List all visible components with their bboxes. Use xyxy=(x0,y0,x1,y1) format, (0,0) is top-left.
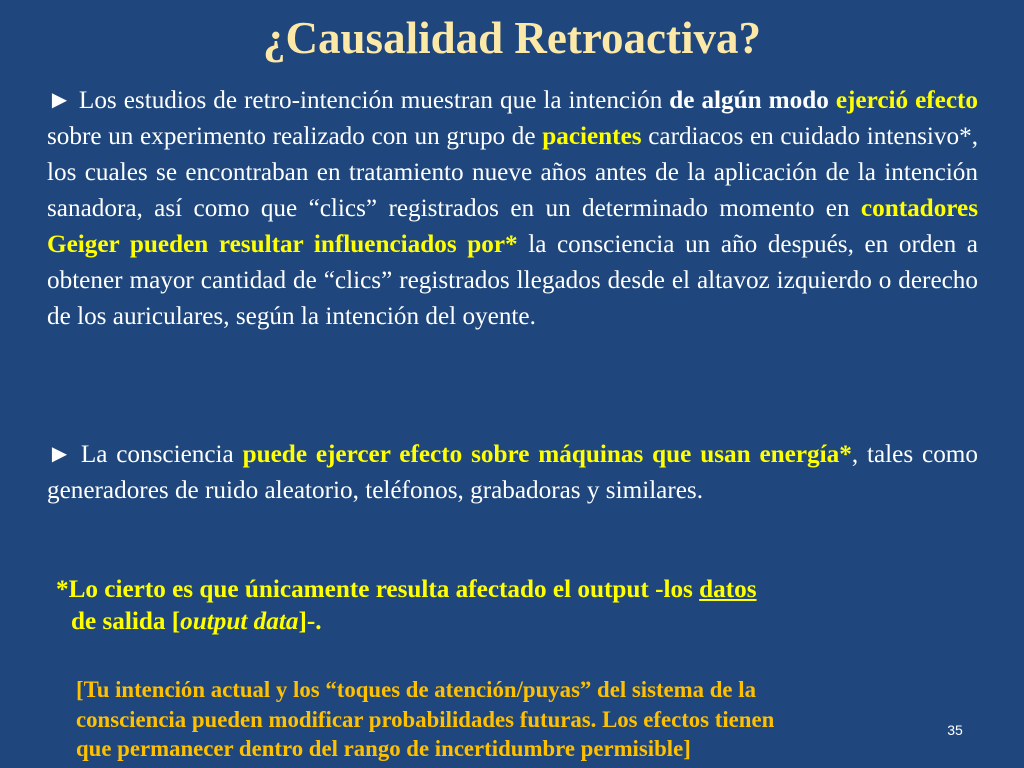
quote-line: que permanecer dentro del rango de incertidumbre permisible] xyxy=(76,736,691,761)
note-text: *Lo cierto es que únicamente resulta afectado el output -los xyxy=(56,576,700,603)
note-italic-text: output data xyxy=(180,608,299,635)
quote-line: consciencia pueden modificar probabilidades futuras. Los efectos tienen xyxy=(76,706,775,732)
text: Los estudios de retro-intención muestran que la intención xyxy=(71,87,670,114)
note-text: de salida [ xyxy=(71,608,181,635)
text: La consciencia xyxy=(71,441,243,468)
text: sobre un experimento realizado con un grupo de xyxy=(47,123,543,150)
text xyxy=(829,87,836,114)
bullet-icon: ► xyxy=(47,441,72,468)
paragraph-consciousness-machines xyxy=(47,437,978,509)
text: la consciencia un año después, en orden a obtener mayor cantidad de “clics” registrados llegados desde el altavoz izquierdo o derecho de los auriculares, según la intención del oyente. xyxy=(47,231,978,330)
highlight-text: ejerció efecto xyxy=(835,87,978,114)
note-text: ]-. xyxy=(298,608,322,635)
bracketed-quote xyxy=(76,675,956,764)
bullet-icon: ► xyxy=(47,87,72,114)
highlight-text: pacientes xyxy=(542,123,642,150)
slide-title: ¿Causalidad Retroactiva? xyxy=(263,13,761,63)
highlight-text: contadores Geiger pueden resultar influenciados por* xyxy=(47,195,978,258)
note-line-2 xyxy=(56,606,976,638)
text: , tales como generadores de ruido aleatorio, teléfonos, grabadoras y similares. xyxy=(47,441,978,504)
text: cardiacos en cuidado intensivo*, los cuales se encontraban en tratamiento nueve años antes de la aplicación de la intención sanadora, así como que “clics” registrados en un determinado momento en xyxy=(47,123,978,222)
footnote-output-data xyxy=(56,574,976,638)
bold-text: de algún modo xyxy=(669,87,829,114)
highlight-text: puede ejercer efecto sobre máquinas que usan energía* xyxy=(242,441,852,468)
note-underlined-text: datos xyxy=(699,576,757,603)
paragraph-retro-intention xyxy=(47,83,978,335)
slide-number: 35 xyxy=(947,722,963,738)
quote-line: [Tu intención actual y los “toques de atención/puyas” del sistema de la xyxy=(76,677,756,702)
